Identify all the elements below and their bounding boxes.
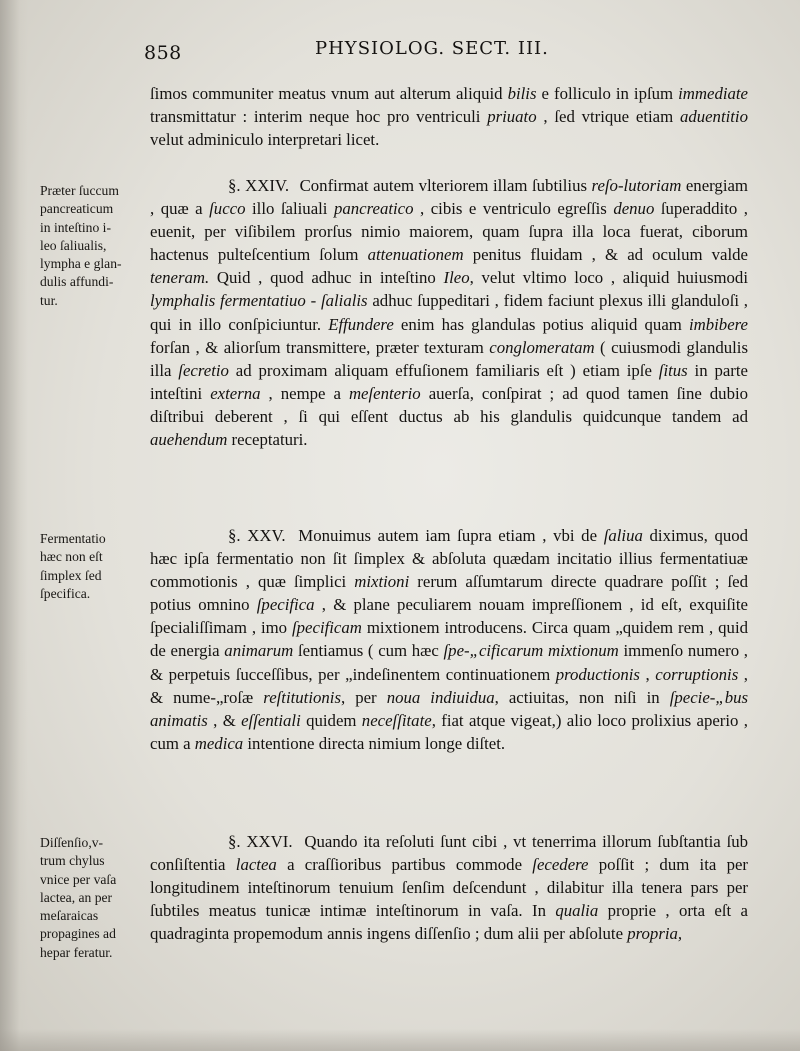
italic-term: reſtitutionis bbox=[263, 687, 341, 707]
margin-note-line: meſaraicas bbox=[40, 908, 99, 924]
page-number: 858 bbox=[144, 42, 182, 64]
text-run: rerum aſſumtarum directe quadrare poſſit ; ſed potius omnino bbox=[150, 572, 748, 615]
margin-note-line: lympha e glan- bbox=[40, 256, 122, 272]
margin-note-line: hæc non eſt bbox=[40, 549, 103, 565]
text-run: in parte inteſtini bbox=[150, 360, 749, 403]
margin-note-line: vnice per vaſa bbox=[40, 871, 117, 887]
margin-note-line: ſimplex ſed bbox=[40, 567, 102, 583]
section-number: §. XXIV. bbox=[228, 176, 290, 195]
text-run: ſuperaddito , euenit, per viſibilem prorſus nimio maiorem, quam ſupra illa loca fuerat, ciborum hactenus pulteſcentium ſolum bbox=[150, 199, 748, 265]
text-run: poſſit ; dum ita per longitudinem inteſtinorum tenuium ſenſim deſcendunt , dilabitur illa tenera pars per ſubtiles meatus tunicæ intimæ inteſtinorum in vaſa. In bbox=[150, 855, 749, 921]
italic-term: propria, bbox=[627, 924, 683, 944]
text-run: receptaturi. bbox=[227, 430, 308, 450]
italic-term: bilis bbox=[507, 84, 537, 103]
text-run: penitus fluidam , & ad oculum valde bbox=[463, 245, 748, 265]
margin-note-line: leo ſaliualis, bbox=[40, 237, 107, 253]
italic-term: ſpecifica bbox=[256, 595, 315, 615]
italic-term: attenuationem bbox=[367, 245, 464, 265]
text-run: illo ſaliuali bbox=[245, 199, 334, 219]
text-run: , nempe a bbox=[260, 383, 349, 403]
margin-note-line: hepar feratur. bbox=[40, 944, 113, 960]
text-run: quidem bbox=[300, 710, 362, 730]
text-run: Quid , quod adhuc in inteſtino bbox=[209, 268, 444, 288]
paragraph-text bbox=[150, 524, 748, 755]
text-run: enim has glandulas potius aliquid quam bbox=[393, 314, 689, 334]
italic-term: Effundere bbox=[328, 314, 394, 334]
italic-term: qualia bbox=[555, 901, 599, 921]
text-run: , bbox=[639, 664, 656, 684]
italic-term: productionis bbox=[555, 664, 640, 684]
page-shadow-left bbox=[0, 0, 28, 1051]
italic-term: aduentitio bbox=[679, 107, 748, 127]
text-run: diximus, quod hæc ipſa fermentatio non ſit ſimplex & abſoluta quædam incitatio illius fermentatiuæ commotionis , quæ ſimplici bbox=[150, 526, 749, 592]
page-shadow-bottom bbox=[0, 1029, 800, 1051]
italic-term: meſenterio bbox=[348, 383, 421, 403]
text-run: , cibis e ventriculo egreſſis bbox=[413, 199, 614, 219]
text-run: , & nume-„roſæ bbox=[150, 664, 749, 707]
text-run: transmittatur : interim neque hoc pro ventriculi bbox=[150, 107, 488, 127]
text-run: Monuimus autem iam ſupra etiam , vbi de bbox=[291, 526, 604, 545]
section-xxiv bbox=[150, 174, 748, 451]
margin-note-line: Fermentatio bbox=[40, 531, 106, 546]
italic-term: immediate bbox=[678, 84, 748, 103]
italic-term: priuato bbox=[487, 107, 537, 127]
italic-term: ſucco bbox=[209, 199, 246, 219]
italic-term: animarum bbox=[224, 641, 294, 661]
text-run: , & plane peculiarem nouam impreſſionem , id eſt, exquiſite ſpecialiſſimam , imo bbox=[150, 595, 748, 638]
text-run: e folliculo in ipſum bbox=[536, 84, 679, 103]
italic-term: denuo bbox=[613, 199, 655, 219]
text-run: a craſſioribus partibus commode bbox=[276, 855, 533, 875]
margin-note-line: propagines ad bbox=[40, 926, 116, 942]
italic-term: ſpecie-„bus animatis bbox=[150, 687, 749, 730]
margin-note-line: lactea, an per bbox=[40, 889, 113, 905]
italic-term: eſſentiali bbox=[241, 710, 301, 730]
italic-term: conglomeratam bbox=[489, 337, 595, 357]
italic-term: pancreatico bbox=[333, 199, 414, 219]
text-run: , & bbox=[207, 710, 242, 730]
text-run: adhuc ſuppeditari , fidem faciunt plexus illi glanduloſi , qui in illo conſpiciuntur. bbox=[150, 291, 748, 334]
text-run: intentione directa nimium longe diſtet. bbox=[243, 733, 506, 753]
text-run: , ſed vtrique etiam bbox=[536, 107, 680, 127]
text-run: energiam , quæ a bbox=[150, 176, 748, 219]
italic-term: ſecedere bbox=[532, 855, 589, 875]
italic-term: mixtioni bbox=[354, 572, 410, 592]
paragraph-text bbox=[150, 830, 748, 945]
text-run: , velut vltimo loco , aliquid huiusmodi bbox=[469, 268, 748, 288]
margin-note-dissensio bbox=[40, 834, 148, 962]
text-run: , actiuitas, non niſi in bbox=[494, 687, 670, 707]
text-run: Confirmat autem vlteriorem illam ſubtilius bbox=[295, 176, 592, 195]
italic-term: ſaliua bbox=[603, 526, 643, 545]
text-run: forſan , & aliorſum transmittere, præter texturam bbox=[150, 337, 490, 357]
text-run: mixtionem introducens. Circa quam „quidem rem , quid de energia bbox=[150, 618, 748, 661]
section-xxv bbox=[150, 524, 748, 755]
text-run: immenſo numero , & perpetuis ſucceſſibus, per „indeſinentem continuationem bbox=[150, 641, 748, 684]
italic-term: reſo-lutoriam bbox=[591, 176, 682, 195]
italic-term: teneram. bbox=[150, 268, 210, 288]
italic-term: neceſſitate bbox=[361, 710, 432, 730]
margin-note-line: Diſſenſio,v- bbox=[40, 835, 104, 850]
margin-note-line: trum chylus bbox=[40, 853, 105, 869]
text-run: , per bbox=[340, 687, 387, 707]
text-run: ( cuiusmodi glandulis illa bbox=[150, 337, 749, 380]
italic-term: ſecretio bbox=[178, 360, 229, 380]
running-title: PHYSIOLOG. SECT. III. bbox=[315, 38, 549, 59]
paragraph-continuation bbox=[150, 82, 748, 151]
italic-term: noua indiuidua bbox=[386, 687, 495, 707]
paragraph-text bbox=[150, 174, 748, 451]
italic-term: lymphalis fermentatiuo - ſalialis bbox=[150, 291, 368, 311]
text-run: , fiat atque vigeat,) alio loco prolixius aperio , cum a bbox=[150, 710, 748, 753]
margin-note-line: tur. bbox=[40, 292, 58, 308]
margin-note-fermentatio bbox=[40, 530, 148, 603]
text-run: ſimos communiter meatus vnum aut alterum aliquid bbox=[150, 84, 508, 103]
section-xxvi bbox=[150, 830, 748, 945]
text-run: auerſa, conſpirat ; ad quod tamen ſine dubio diſtribui deberent , ſi qui eſſent ductus ab his glandulis quidcunque tandem ad bbox=[150, 383, 749, 426]
margin-note-line: in inteſtino i- bbox=[40, 219, 111, 235]
section-number: §. XXVI. bbox=[228, 832, 293, 851]
margin-note-line: dulis affundi- bbox=[40, 274, 114, 290]
paragraph-text bbox=[150, 82, 748, 151]
page-header bbox=[140, 36, 740, 66]
margin-note-line: Præter ſuccum bbox=[40, 183, 119, 198]
italic-term: corruptionis bbox=[655, 664, 739, 684]
margin-note-line: ſpecifica. bbox=[40, 585, 91, 601]
text-run: proprie , orta eſt a quadraginta propemodum annis ingens diſſenſio ; dum alii per abſolute bbox=[150, 901, 748, 944]
italic-term: ſitus bbox=[658, 360, 688, 380]
italic-term: lactea bbox=[235, 855, 277, 875]
italic-term: externa bbox=[210, 383, 261, 403]
italic-term: Ileo bbox=[443, 268, 470, 288]
italic-term: medica bbox=[194, 733, 244, 753]
margin-note-succus-pancreaticus bbox=[40, 182, 148, 310]
text-run: ſentiamus ( cum hæc bbox=[293, 641, 444, 661]
italic-term: imbibere bbox=[688, 314, 748, 334]
italic-term: ſpecificam bbox=[292, 618, 362, 638]
margin-note-line: pancreaticum bbox=[40, 201, 114, 217]
italic-term: auehendum bbox=[150, 430, 228, 450]
text-run: Quando ita reſoluti ſunt cibi , vt tenerrima illorum ſubſtantia ſub conſiſtentia bbox=[150, 832, 749, 875]
italic-term: ſpe-„cificarum mixtionum bbox=[443, 641, 619, 661]
section-number: §. XXV. bbox=[228, 526, 286, 545]
text-run: velut adminiculo interpretari licet. bbox=[150, 130, 380, 150]
text-run: ad proximam aliquam effuſionem familiaris eſt ) etiam ipſe bbox=[228, 360, 659, 380]
